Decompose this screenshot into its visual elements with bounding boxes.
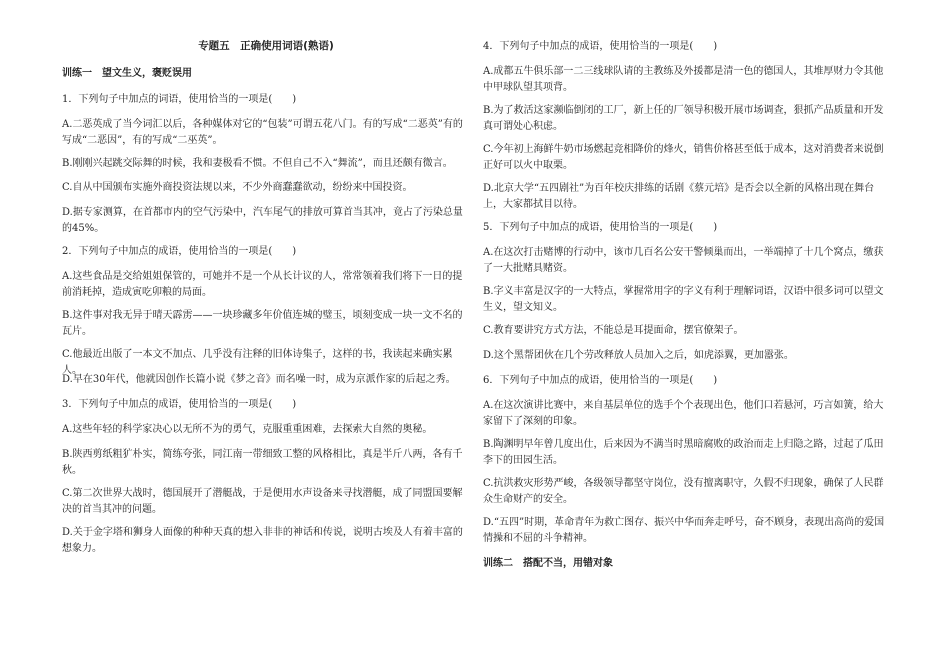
question-4-option-b: B.为了救活这家濒临倒闭的工厂，新上任的厂领导积极开展市场调查，狠抓产品质量和开发真可谓处心积虑。 (483, 105, 884, 132)
question-5-option-d: D.这个黑帮团伙在几个劳改释放人员加入之后，如虎添翼，更加嚣张。 (483, 350, 794, 361)
question-1-option-d: D.据专家测算，在首都市内的空气污染中，汽车尾气的排放可算首当其冲，竟占了污染总量的45%。 (62, 207, 463, 234)
document-title: 专题五 正确使用词语(熟语) (198, 40, 334, 52)
question-5-option-b: B.字义丰富是汉字的一大特点，掌握常用字的字义有利于理解词语，汉语中很多词可以望文生义，望文知义。 (483, 286, 884, 313)
question-2-stem: 2．下列句子中加点的成语，使用恰当的一项是( ) (62, 246, 297, 257)
question-3-option-c: C.第二次世界大战时，德国展开了潜艇战，于是便用水声设备来寻找潜艇，成了同盟国要解决的首当其冲的问题。 (62, 488, 463, 515)
question-1-option-c: C.自从中国颁布实施外商投资法规以来，不少外商蠢蠢欲动，纷纷来中国投资。 (62, 182, 413, 193)
question-3-option-d: D.关于金字塔和狮身人面像的种种天真的想入非非的神话和传说，说明古埃及人有着丰富的想象力。 (62, 527, 463, 554)
question-4-option-d: D.北京大学“五四剧社”为百年校庆排练的话剧《蔡元培》是否会以全新的风格出现在舞台上，大家都拭目以待。 (483, 183, 875, 210)
question-4-option-c: C.今年初上海鲜牛奶市场燃起竞相降价的烽火，销售价格甚至低于成本，这对消费者来说倒正好可以火中取栗。 (483, 144, 884, 171)
question-3-stem: 3．下列句子中加点的成语，使用恰当的一项是( ) (62, 399, 297, 410)
question-2-option-c: C.他最近出版了一本文不加点、几乎没有注释的旧体诗集子，这样的书，我读起来确实累人。 (62, 349, 453, 376)
question-6-option-b: B.陶渊明早年曾几度出仕，后来因为不满当时黑暗腐败的政治而走上归隐之路，过起了瓜田李下的田园生活。 (483, 439, 884, 466)
question-3-option-a: A.这些年轻的科学家决心以无所不为的勇气，克服重重困难，去探索大自然的奥秘。 (62, 424, 433, 435)
question-1-option-a: A.二恶英成了当今词汇以后，各种媒体对它的“包装”可谓五花八门。有的写成“二恶英”有的写成“二恶因”，有的写成“二巫英”。 (62, 119, 463, 146)
question-1-option-b: B.刚刚兴起跳交际舞的时候，我和妻极看不惯。不但自己不入“舞流”，而且还颇有微言。 (62, 158, 453, 169)
question-6-option-d: D.“五四”时期，革命青年为救亡图存、振兴中华而奔走呼号，奋不顾身，表现出高尚的爱国情操和不屈的斗争精神。 (483, 517, 885, 544)
question-1-stem: 1．下列句子中加点的词语，使用恰当的一项是( ) (62, 94, 297, 105)
question-2-option-d: D.早在30年代，他就因创作长篇小说《梦之音》而名噪一时，成为京派作家的后起之秀。 (62, 374, 456, 385)
question-4-stem: 4．下列句子中加点的成语，使用恰当的一项是( ) (483, 41, 718, 52)
section-heading-1: 训练一 望文生义，褒贬误用 (62, 68, 192, 79)
question-5-option-c: C.教育要讲究方式方法，不能总是耳提面命，摆官僚架子。 (483, 325, 744, 336)
question-5-stem: 5．下列句子中加点的成语，使用恰当的一项是( ) (483, 222, 718, 233)
question-2-option-b: B.这件事对我无异于晴天霹雳——一块珍藏多年价值连城的璧玉，顷刻变成一块一文不名的瓦片。 (62, 310, 463, 337)
section-heading-2: 训练二 搭配不当，用错对象 (483, 558, 613, 569)
question-6-option-a: A.在这次演讲比赛中，来自基层单位的选手个个表现出色，他们口若悬河，巧言如簧，给大家留下了深刻的印象。 (483, 400, 884, 427)
question-4-option-a: A.成都五牛俱乐部一二三线球队请的主教练及外援都是清一色的德国人，其堆厚财力令其他中甲球队望其项背。 (483, 66, 884, 93)
question-3-option-b: B.陕西剪纸粗犷朴实，简练夸张，同江南一带细致工整的风格相比，真是半斤八两，各有千秋。 (62, 449, 463, 476)
question-2-option-a: A.这些食品是交给姐姐保管的，可她并不是一个从长计议的人，常常领着我们将下一日的提前消耗掉，造成寅吃卯粮的局面。 (62, 271, 463, 298)
question-5-option-a: A.在这次打击赌博的行动中，该市几百名公安干警倾巢而出，一举端掉了十几个窝点，缴获了一大批赌具赌资。 (483, 247, 884, 274)
question-6-stem: 6．下列句子中加点的成语，使用恰当的一项是( ) (483, 375, 718, 386)
question-6-option-c: C.抗洪救灾形势严峻，各级领导都坚守岗位，没有擅离职守，久假不归现象，确保了人民群众生命财产的安全。 (483, 478, 884, 505)
